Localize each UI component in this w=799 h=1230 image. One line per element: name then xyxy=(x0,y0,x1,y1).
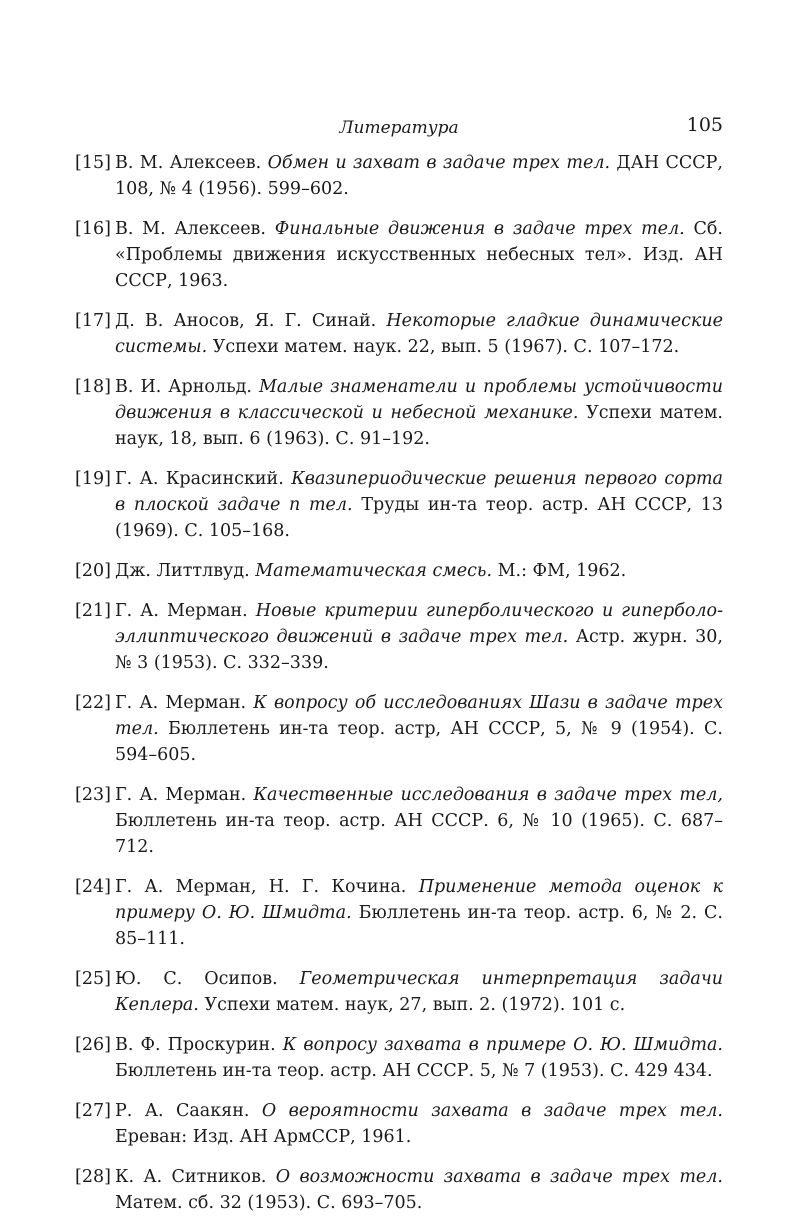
reference-number: [18] xyxy=(75,377,111,397)
reference-item xyxy=(75,874,723,952)
reference-source: Бюллетень ин-та теор. астр, АН СССР, 5, № 9 (1954). С. 594–605. xyxy=(115,719,723,765)
reference-item xyxy=(75,150,723,202)
reference-item xyxy=(75,782,723,860)
reference-item xyxy=(75,1032,723,1084)
reference-number: [20] xyxy=(75,561,111,581)
reference-source: Успехи матем. наук, 18, вып. 6 (1963). С. 91–192. xyxy=(115,403,723,449)
reference-title: О возможности захвата в задаче трех тел. xyxy=(275,1167,723,1187)
reference-number: [16] xyxy=(75,219,111,239)
reference-source: Сб. «Проблемы движения искусственных небесных тел». Изд. АН СССР, 1963. xyxy=(115,219,723,291)
reference-number: [23] xyxy=(75,785,111,805)
reference-source: М.: ФМ, 1962. xyxy=(497,561,627,581)
reference-title: Малые знаменатели и проблемы устойчивости движения в классической и небесной механике. xyxy=(115,377,723,423)
running-title: Литература xyxy=(339,118,459,138)
reference-item xyxy=(75,308,723,360)
reference-item xyxy=(75,690,723,768)
reference-authors: Д. В. Аносов, Я. Г. Синай. xyxy=(115,311,377,331)
reference-source: Бюллетень ин-та теор. астр. 6, № 2. С. 85–111. xyxy=(115,903,723,949)
reference-title: Квазипериодические решения первого сорта в плоской задаче n тел. xyxy=(115,469,723,515)
reference-source: Бюллетень ин-та теор. астр. АН СССР. 5, № 7 (1953). С. 429 434. xyxy=(115,1061,713,1081)
reference-authors: Г. А. Красинский. xyxy=(115,469,284,489)
reference-source: Успехи матем. наук, 27, вып. 2. (1972). 101 с. xyxy=(204,995,626,1015)
reference-title: Новые критерии гиперболического и гиперболо-эллиптического движений в задаче трех тел. xyxy=(115,601,723,647)
reference-title: Некоторые гладкие динамические системы. xyxy=(115,311,723,357)
reference-number: [22] xyxy=(75,693,111,713)
reference-item xyxy=(75,966,723,1018)
reference-title: Математическая смесь. xyxy=(255,561,493,581)
reference-number: [27] xyxy=(75,1101,111,1121)
reference-title: К вопросу захвата в примере О. Ю. Шмидта. xyxy=(282,1035,723,1055)
reference-title: Применение метода оценок к примеру О. Ю. Шмидта. xyxy=(115,877,723,923)
reference-source: Матем. сб. 32 (1953). С. 693–705. xyxy=(115,1193,423,1213)
reference-item xyxy=(75,374,723,452)
reference-source: Ереван: Изд. АН АрмССР, 1961. xyxy=(115,1127,412,1147)
reference-source: ДАН СССР, 108, № 4 (1956). 599–602. xyxy=(115,153,723,199)
reference-authors: Г. А. Мерман. xyxy=(115,785,247,805)
reference-authors: Дж. Литтлвуд. xyxy=(115,561,250,581)
reference-authors: Г. А. Мерман. xyxy=(115,693,247,713)
reference-item xyxy=(75,1164,723,1216)
running-header xyxy=(75,114,723,142)
reference-source: Труды ин-та теор. астр. АН СССР, 13 (1969). С. 105–168. xyxy=(115,495,723,541)
reference-authors: Ю. С. Осипов. xyxy=(115,969,278,989)
reference-number: [26] xyxy=(75,1035,111,1055)
reference-title: К вопросу об исследованиях Шази в задаче трех тел. xyxy=(115,693,723,739)
reference-authors: Г. А. Мерман, Н. Г. Кочина. xyxy=(115,877,407,897)
reference-authors: Г. А. Мерман. xyxy=(115,601,248,621)
reference-number: [25] xyxy=(75,969,111,989)
reference-item xyxy=(75,558,723,584)
reference-item xyxy=(75,216,723,294)
reference-number: [21] xyxy=(75,601,111,621)
reference-item xyxy=(75,598,723,676)
reference-source: Бюллетень ин-та теор. астр. АН СССР. 6, № 10 (1965). С. 687–712. xyxy=(115,811,723,857)
reference-authors: В. М. Алексеев. xyxy=(115,153,262,173)
reference-authors: К. А. Ситников. xyxy=(115,1167,267,1187)
reference-list xyxy=(75,150,723,1230)
reference-authors: В. И. Арнольд. xyxy=(115,377,252,397)
reference-authors: В. М. Алексеев. xyxy=(115,219,266,239)
reference-title: Обмен и захват в задаче трех тел. xyxy=(267,153,611,173)
reference-source: Астр. журн. 30, № 3 (1953). С. 332–339. xyxy=(115,627,723,673)
reference-title: Финальные движения в задаче трех тел. xyxy=(274,219,685,239)
reference-source: Успехи матем. наук. 22, вып. 5 (1967). С. 107–172. xyxy=(212,337,680,357)
page-number: 105 xyxy=(686,114,723,136)
reference-number: [19] xyxy=(75,469,111,489)
reference-authors: В. Ф. Проскурин. xyxy=(115,1035,276,1055)
reference-number: [24] xyxy=(75,877,111,897)
reference-title: Качественные исследования в задаче трех тел, xyxy=(253,785,723,805)
reference-item xyxy=(75,466,723,544)
reference-number: [28] xyxy=(75,1167,111,1187)
reference-authors: Р. А. Саакян. xyxy=(115,1101,250,1121)
reference-number: [17] xyxy=(75,311,111,331)
reference-number: [15] xyxy=(75,153,111,173)
reference-item xyxy=(75,1098,723,1150)
reference-title: О вероятности захвата в задаче трех тел. xyxy=(261,1101,723,1121)
reference-title: Геометрическая интерпретация задачи Кеплера. xyxy=(115,969,723,1015)
